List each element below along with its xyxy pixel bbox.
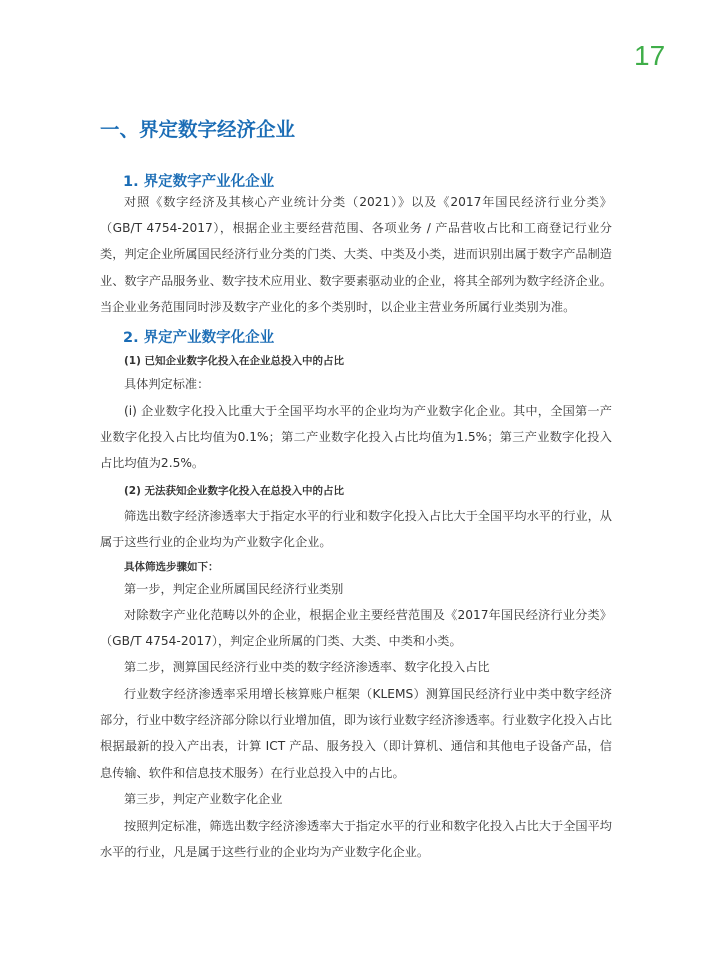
section-title: 一、界定数字经济企业: [100, 118, 296, 141]
case-1-title: (1) 已知企业数字化投入在企业总投入中的占比: [124, 355, 345, 367]
case-2-title: (2) 无法获知企业数字化投入在总投入中的占比: [124, 485, 345, 497]
subsection-1-paragraph: 对照《数字经济及其核心产业统计分类（2021）》以及《2017年国民经济行业分类》（GB/T 4754-2017），根据企业主要经营范围、各项业务 / 产品营收占比和工商登记行业分类，判定企业所属国民经济行业分类的门类、大类、中类及小类，进而识别出属于数字产品制造业、数字产品服务业、数字技术应用业、数字要素驱动业的企业，将其全部列为数字经济企业。当企业业务范围同时涉及数字产业化的多个类别时，以企业主营业务所属行业类别为准。: [100, 195, 612, 314]
step-3-title: 第三步，判定产业数字化企业: [124, 792, 283, 806]
subsection-1-title: 1. 界定数字产业化企业: [123, 174, 275, 190]
step-2-text: 行业数字经济渗透率采用增长核算账户框架（KLEMS）测算国民经济行业中类中数字经济部分，行业中数字经济部分除以行业增加值，即为该行业数字经济渗透率。行业数字化投入占比根据最新的投入产出表，计算 ICT 产品、服务投入（即计算机、通信和其他电子设备产品，信息传输、软件和信息技术服务）在行业总投入中的占比。: [100, 687, 612, 780]
step-3-text: 按照判定标准，筛选出数字经济渗透率大于指定水平的行业和数字化投入占比大于全国平均水平的行业，凡是属于这些行业的企业均为产业数字化企业。: [100, 819, 612, 860]
criteria-text: (i) 企业数字化投入比重大于全国平均水平的企业均为产业数字化企业。其中，全国第一产业数字化投入占比均值为0.1%；第二产业数字化投入占比均值为1.5%；第三产业数字化投入占比均值为2.5%。: [100, 404, 612, 471]
subsection-2-title: 2. 界定产业数字化企业: [123, 330, 275, 346]
case-2-text: 筛选出数字经济渗透率大于指定水平的行业和数字化投入占比大于全国平均水平的行业，从属于这些行业的企业均为产业数字化企业。: [100, 509, 612, 550]
step-1-text: 对除数字产业化范畴以外的企业，根据企业主要经营范围及《2017年国民经济行业分类》（GB/T 4754-2017），判定企业所属的门类、大类、中类和小类。: [100, 608, 612, 649]
steps-label: 具体筛选步骤如下：: [124, 561, 219, 573]
step-2-title: 第二步，测算国民经济行业中类的数字经济渗透率、数字化投入占比: [124, 660, 490, 674]
criteria-label: 具体判定标准：: [124, 377, 210, 391]
page-number: 17: [634, 40, 666, 71]
step-1-title: 第一步，判定企业所属国民经济行业类别: [124, 582, 344, 596]
